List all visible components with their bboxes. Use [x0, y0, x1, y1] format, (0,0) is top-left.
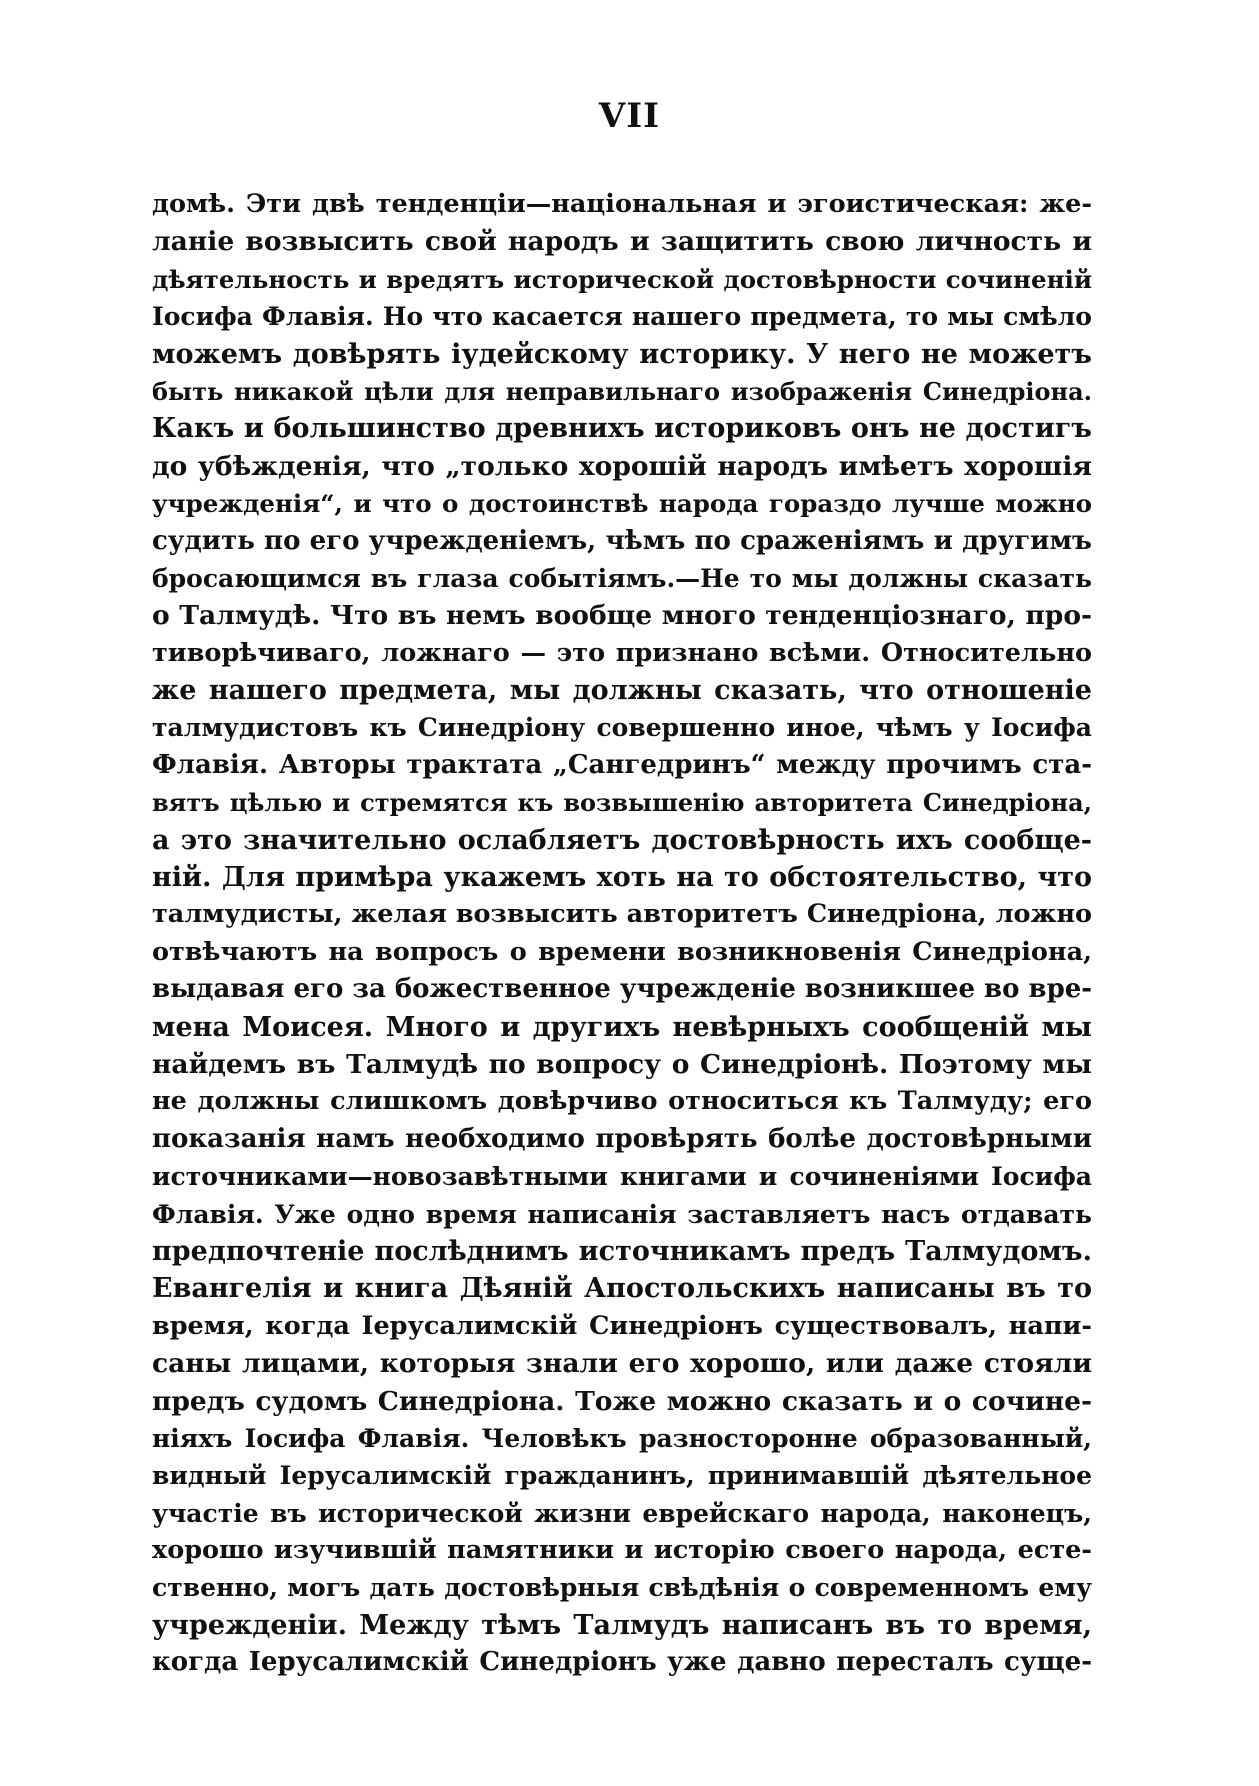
text-line: быть никакой цѣли для неправильнаго изображенія Синедріона. — [152, 376, 1092, 406]
text-line: хорошо изучившій памятники и исторію своего народа, есте- — [152, 1535, 1092, 1566]
text-line: ланіе возвысить свой народъ и защитить свою личность и — [152, 226, 1092, 258]
text-line: можемъ довѣрять іудейскому историку. У него не можетъ — [152, 338, 1092, 370]
text-line: когда Іерусалимскій Синедріонъ уже давно пересталъ суще- — [152, 1647, 1092, 1678]
body-text — [152, 186, 1092, 1682]
text-line: же нашего предмета, мы должны сказать, что отношеніе — [152, 675, 1092, 707]
text-line: Флавія. Уже одно время написанія заставляетъ насъ отдавать — [152, 1199, 1092, 1229]
text-line: показанія намъ необходимо провѣрять болѣе достовѣрными — [152, 1123, 1092, 1154]
text-line: ній. Для примѣра укажемъ хоть на то обстоятельство, что — [152, 862, 1092, 894]
text-line: Іосифа Флавія. Но что касается нашего предмета, то мы смѣло — [152, 302, 1092, 332]
text-line: учрежденія“, и что о достоинствѣ народа гораздо лучше можно — [152, 489, 1092, 519]
text-line: ніяхъ Іосифа Флавія. Человѣкъ разносторонне образованный, — [152, 1423, 1092, 1453]
text-line: не должны слишкомъ довѣрчиво относиться къ Талмуду; его — [152, 1086, 1092, 1117]
text-line: о Талмудѣ. Что въ немъ вообще много тенденціознаго, про- — [152, 600, 1092, 632]
page-number: VII — [598, 96, 661, 136]
text-line: саны лицами, которыя знали его хорошо, или даже стояли — [152, 1348, 1092, 1380]
text-line: Евангелія и книга Дѣяній Апостольскихъ написаны въ то — [152, 1273, 1092, 1305]
text-line: предпочтеніе послѣднимъ источникамъ предъ Талмудомъ. — [152, 1235, 1092, 1267]
text-line: ственно, могъ дать достовѣрныя свѣдѣнія о современномъ ему — [152, 1573, 1092, 1603]
text-line: домѣ. Эти двѣ тенденціи—національная и эгоистическая: же- — [152, 189, 1092, 219]
text-line: выдавая его за божественное учрежденіе возникшее во вре- — [152, 974, 1093, 1005]
text-line: до убѣжденія, что „только хорошій народъ имѣетъ хорошія — [152, 450, 1092, 482]
text-line: а это значительно ослабляетъ достовѣрность ихъ сообще- — [152, 824, 1092, 856]
text-line: судить по его учрежденіемъ, чѣмъ по сраженіямъ и другимъ — [152, 525, 1092, 556]
text-line: вятъ цѣлью и стремятся къ возвышенію авторитета Синедріона, — [152, 788, 1092, 818]
text-line: видный Іерусалимскій гражданинъ, принимавшій дѣятельное — [152, 1461, 1092, 1491]
text-line: бросающимся въ глаза событіямъ.—Не то мы должны сказать — [152, 563, 1092, 593]
text-line: Флавія. Авторы трактата „Сангедринъ“ между прочимъ ста- — [152, 749, 1092, 780]
text-line: предъ судомъ Синедріона. Тоже можно сказать и о сочине- — [152, 1385, 1092, 1417]
text-line: Какъ и большинство древнихъ историковъ онъ не достигъ — [152, 413, 1092, 445]
text-line: найдемъ въ Талмудѣ по вопросу о Синедріонѣ. Поэтому мы — [152, 1048, 1092, 1080]
text-line: учрежденіи. Между тѣмъ Талмудъ написанъ въ то время, — [152, 1609, 1092, 1641]
text-line: отвѣчаютъ на вопросъ о времени возникновенія Синедріона, — [152, 936, 1092, 967]
text-line: участіе въ исторической жизни еврейскаго народа, наконецъ, — [152, 1498, 1092, 1528]
text-line: талмудистовъ къ Синедріону совершенно иное, чѣмъ у Іосифа — [152, 713, 1092, 743]
text-line: время, когда Іерусалимскій Синедріонъ существовалъ, напи- — [152, 1310, 1092, 1341]
text-line: талмудисты, желая возвысить авторитетъ Синедріона, ложно — [152, 899, 1092, 930]
text-line: дѣятельность и вредятъ исторической достовѣрности сочиненій — [152, 264, 1092, 294]
text-line: мена Моисея. Много и другихъ невѣрныхъ сообщеній мы — [152, 1011, 1092, 1043]
text-line: тиворѣчиваго, ложнаго — это признано всѣми. Относительно — [152, 637, 1092, 668]
text-line: источниками—новозавѣтными книгами и сочиненіями Іосифа — [152, 1162, 1092, 1192]
